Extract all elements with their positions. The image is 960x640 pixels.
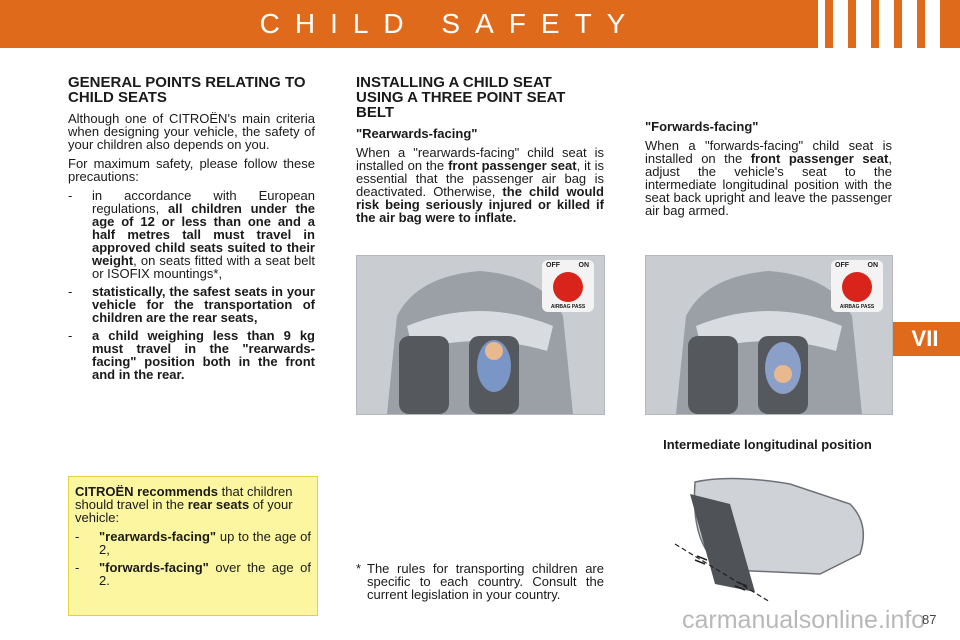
header-bar (0, 0, 960, 48)
seat-position-caption: Intermediate longitudinal position (663, 437, 872, 452)
general-precautions: For maximum safety, please follow these precautions: (68, 156, 315, 184)
forwards-facing-illustration (645, 255, 893, 415)
chapter-tab[interactable]: VII (890, 322, 960, 356)
forwards-facing-title: "Forwards-facing" (645, 119, 759, 134)
list-item: - a child weighing less than 9 kg must travel in the "rearwards-facing" position both in the front and in the rear. (68, 328, 315, 382)
list-item: - "rearwards-facing" up to the age of 2, (75, 529, 311, 557)
rear-facing-illustration (356, 255, 605, 415)
installing-heading: INSTALLING A CHILD SEAT USING A THREE POINT SEAT BELT (356, 74, 566, 121)
page-title: CHILD SAFETY (259, 8, 641, 39)
airbag-switch-on: OFF ON AIRBAG PASS (831, 260, 883, 312)
airbag-switch-off: OFF ON AIRBAG PASS (542, 260, 594, 312)
list-item: - "forwards-facing" over the age of 2. (75, 560, 311, 588)
list-item: - in accordance with European regulations, all children under the age of 12 or less than one and a half metres tall must travel in approved child seats suited to their weight, on seats fitted with a seat belt or ISOFIX mountings*, (68, 188, 315, 281)
general-intro: Although one of CITROËN's main criteria when designing your vehicle, the safety of your children also depends on you. (68, 111, 315, 152)
general-section (68, 75, 315, 386)
seat-position-illustration (670, 474, 880, 606)
installing-section (356, 75, 604, 230)
forwards-section (645, 120, 892, 223)
rear-facing-text: When a "rearwards-facing" child seat is installed on the front passenger seat, it is essential that the passenger air bag is deactivated. Otherwise, the child would risk being seriously injured or killed if the air bag were to inflate. (356, 145, 604, 225)
rear-facing-title: "Rearwards-facing" (356, 126, 478, 141)
forwards-facing-text: When a "forwards-facing" child seat is installed on the front passenger seat, adjust the vehicle's seat to the intermediate longitudinal position with the seat back upright and leave the passenger air bag armed. (645, 138, 892, 218)
watermark: carmanualsonline.info (682, 606, 926, 634)
page-number: 87 (922, 612, 937, 627)
general-heading: GENERAL POINTS RELATING TO CHILD SEATS (68, 74, 306, 106)
arrow-icon (842, 272, 872, 302)
list-item: - statistically, the safest seats in your vehicle for the transportation of children are the rear seats, (68, 284, 315, 325)
recommend-box: CITROËN recommends that children should travel in the rear seats of your vehicle: - "rearwards-facing" up to the age of 2, - "forwards-facing" over the age of 2. (68, 476, 318, 616)
precautions-list (68, 189, 315, 381)
header-stripes (818, 0, 940, 48)
arrow-icon (553, 272, 583, 302)
seat-rail-icon (670, 474, 880, 606)
footnote: * The rules for transporting children are specific to each country. Consult the current legislation in your country. (356, 561, 604, 602)
